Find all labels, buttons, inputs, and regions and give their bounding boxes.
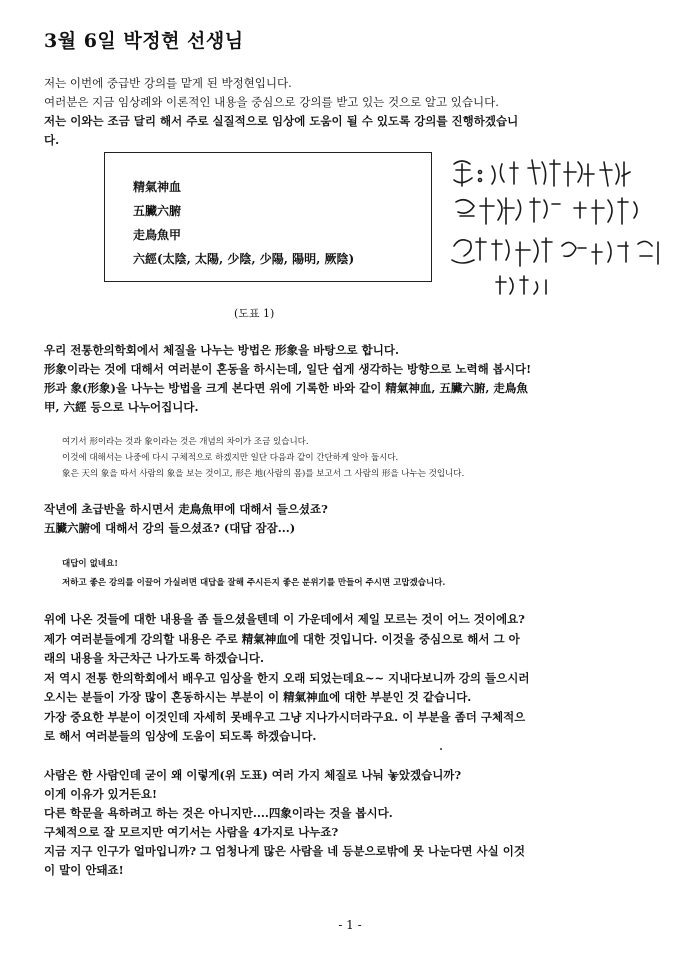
box-line: 六經(太陰, 太陽, 少陰, 少陽, 陽明, 厥陰) (133, 252, 355, 266)
text-line: 위에 나온 것들에 대한 내용을 좀 들으셨을텐데 이 가운데에서 제일 모르는 것이 어느 것이에요? (44, 612, 525, 626)
box-line: 走鳥魚甲 (133, 228, 182, 242)
note-line: 여기서 形이라는 것과 象이라는 것은 개념의 차이가 조금 있습니다. (62, 437, 309, 447)
handwriting-strokes (446, 150, 686, 310)
text-line: 오시는 분들이 가장 많이 혼동하시는 부분이 이 精氣神血에 대한 부분인 것 같습니다. (44, 690, 472, 704)
text-line: 사람은 한 사람인데 굳이 왜 이렇게(위 도표) 여러 가지 체질로 나눠 놓았겠습니까? (44, 768, 462, 782)
intro-line: 다. (44, 133, 60, 147)
text-line: 작년에 초급반을 하시면서 走鳥魚甲에 대해서 들으셨죠? (44, 502, 328, 516)
speck (440, 748, 442, 750)
section-paragraph (44, 610, 664, 747)
page-number: - 1 - (338, 918, 362, 932)
text-line: 이게 이유가 있거든요! (44, 787, 158, 801)
figure-caption: (도표 1) (234, 307, 275, 320)
intro-paragraph (44, 74, 644, 150)
section-paragraph (44, 341, 654, 417)
section-paragraph (44, 500, 644, 538)
text-line: 로 해서 여러분들의 임상에 도움이 되도록 하겠습니다. (44, 729, 317, 743)
intro-line: 여러분은 지금 임상례와 이론적인 내용을 중심으로 강의를 받고 있는 것으로 알고 있습니다. (44, 95, 499, 109)
text-line: 形象이라는 것에 대해서 여러분이 혼동을 하시는데, 일단 쉽게 생각하는 방향으로 노력해 봅시다! (44, 362, 532, 376)
text-line: 구체적으로 잘 모르지만 여기서는 사람을 4가지로 나누죠? (44, 825, 339, 839)
text-line: 가장 중요한 부분이 이것인데 자세히 못배우고 그냥 지나가시더라구요. 이 부분을 좀더 구체적으 (44, 709, 526, 724)
small-note (62, 434, 652, 482)
text-line: 形과 象(形象)을 나누는 방법을 크게 본다면 위에 기록한 바와 같이 精氣神血, 五臟六腑, 走鳥魚 (44, 381, 528, 395)
text-line: 래의 내용을 차근차근 나가도록 하겠습니다. (44, 651, 264, 665)
small-note (62, 555, 652, 593)
note-line: 이것에 대해서는 나중에 다시 구체적으로 하겠지만 일단 다음과 같이 간단하게 알아 둡시다. (62, 453, 399, 463)
text-line: 甲, 六經 등으로 나누어집니다. (44, 400, 199, 414)
page-title: 3월 6일 박정현 선생님 (44, 30, 244, 52)
note-line: 象은 天의 象을 따서 사람의 象을 보는 것이고, 形은 地(사람의 몸)를 보고서 그 사람의 形을 나누는 것입니다. (62, 469, 465, 479)
text-line: 우리 전통한의학회에서 체질을 나누는 방법은 形象을 바탕으로 합니다. (44, 343, 399, 357)
note-line: 대답이 없네요! (62, 559, 118, 569)
section-paragraph (44, 766, 664, 880)
box-line: 五臟六腑 (133, 204, 182, 218)
text-line: 지금 지구 인구가 얼마입니까? 그 엄청나게 많은 사람을 네 등분으로밖에 못 나눈다면 사실 이것 (44, 844, 525, 858)
intro-line: 저는 이번에 중급반 강의를 맡게 된 박정현입니다. (44, 76, 292, 90)
note-line: 저하고 좋은 강의를 이끌어 가실려면 대답을 잘해 주시든지 좋은 분위기를 만들어 주시면 고맙겠습니다. (62, 578, 446, 588)
text-line: 이 말이 안돼죠! (44, 863, 124, 877)
intro-line: 저는 이와는 조금 달리 해서 주로 실질적으로 임상에 도움이 될 수 있도록 강의를 진행하겠습니 (44, 114, 519, 128)
text-line: 제가 여러분들에게 강의할 내용은 주로 精氣神血에 대한 것입니다. 이것을 중심으로 해서 그 아 (44, 631, 520, 646)
text-line: 저 역시 전통 한의학회에서 배우고 임상을 한지 오래 되었는데요~~ 지내다보니까 강의 들으시러 (44, 670, 530, 685)
constitution-table-box (104, 152, 432, 282)
box-line: 精氣神血 (133, 180, 182, 194)
text-line: 다른 학문을 욕하려고 하는 것은 아니지만....四象이라는 것을 봅시다. (44, 806, 393, 820)
text-line: 五臟六腑에 대해서 강의 들으셨죠? (대답 잠잠...) (44, 521, 296, 535)
handwritten-note (446, 150, 686, 310)
